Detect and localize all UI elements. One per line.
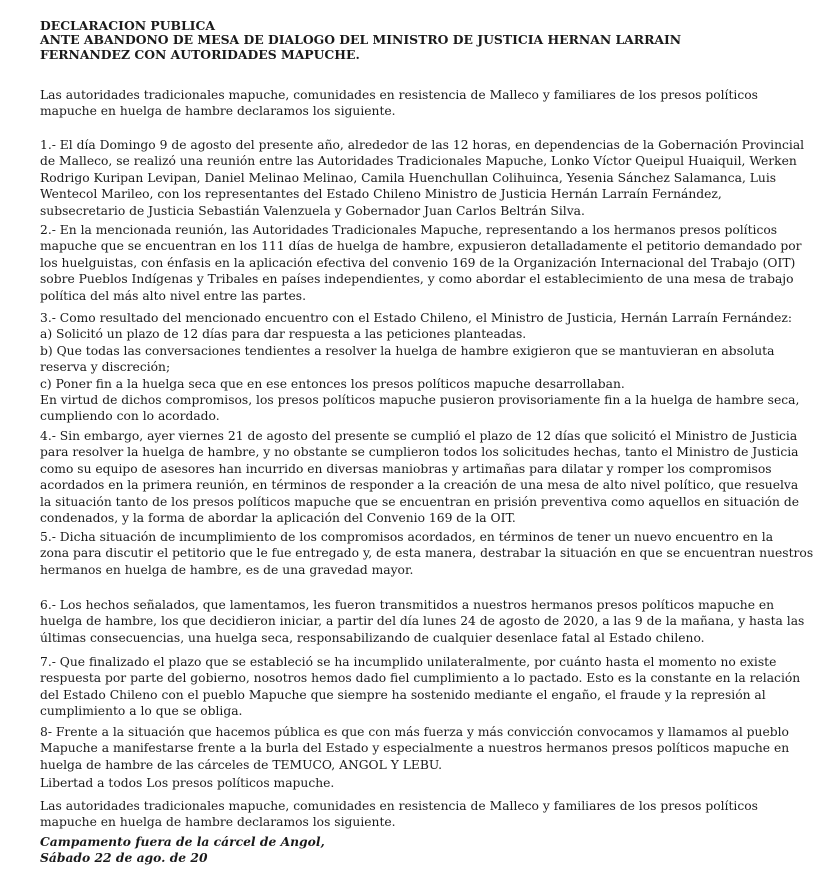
signature-place: Campamento fuera de la cárcel de Angol, [40,834,325,849]
point-3-paragraph: 3.- Como resultado del mencionado encuentro con el Estado Chileno, el Ministro de Justicia, Hernán Larraín Fernández: a) Solicitó un plazo de 12 días para dar respuesta a las peticiones planteadas. b) Que todas las conversaciones tendientes a resolver la huelga de hambre exigieron que se mantuvieran en absoluta reserva y discreción; c) Poner fin a la huelga seca que en ese entonces los presos políticos mapuche desarrollaban. En virtud de dichos compromisos, los presos políticos mapuche pusieron provisoriamente fin a la huelga de hambre seca, cumpliendo con lo acordado. [40,311,800,424]
declaration-title [40,19,680,62]
point-2-paragraph: 2.- En la mencionada reunión, las Autoridades Tradicionales Mapuche, representando a los hermanos presos políticos mapuche que se encuentran en los 111 días de huelga de hambre, expusieron detalladamente el petitorio demandado por los huelguistas, con énfasis en la aplicación efectiva del convenio 169 de la Organización Internacional del Trabajo (OIT) sobre Pueblos Indígenas y Tribales en países independientes, y como abordar el establecimiento de una mesa de trabajo política del más alto nivel entre las partes. [40,223,802,303]
title-line: ANTE ABANDONO DE MESA DE DIALOGO DEL MINISTRO DE JUSTICIA HERNAN LARRAIN [40,32,682,48]
point-1-paragraph: 1.- El día Domingo 9 de agosto del presente año, alrededor de las 12 horas, en dependencias de la Gobernación Provincial de Malleco, se realizó una reunión entre las Autoridades Tradicionales Mapuche, Lonko Víctor Queipul Huaiquil, Werken Rodrigo Kuripan Levipan, Daniel Melinao Melinao, Camila Huenchullan Colihuinca, Yesenia Sánchez Salamanca, Luis Wentecol Marileo, con los representantes del Estado Chileno Ministro de Justicia Hernán Larraín Fernández, subsecretario de Justicia Sebastián Valenzuela y Gobernador Juan Carlos Beltrán Silva. [40,138,805,218]
title-line: DECLARACION PUBLICA [40,18,215,33]
intro-paragraph: Las autoridades tradicionales mapuche, comunidades en resistencia de Malleco y familiares de los presos políticos mapuche en huelga de hambre declaramos los siguiente. [40,88,758,119]
closing-paragraph: Las autoridades tradicionales mapuche, comunidades en resistencia de Malleco y familiares de los presos políticos mapuche en huelga de hambre declaramos los siguiente. [40,799,758,830]
signature-date: Sábado 22 de ago. de 20 [40,850,208,865]
title-line: FERNANDEZ CON AUTORIDADES MAPUCHE. [40,46,360,62]
freedom-line: Libertad a todos Los presos políticos mapuche. [40,776,335,790]
point-5-paragraph: 5.- Dicha situación de incumplimiento de los compromisos acordados, en términos de tener un nuevo encuentro en la zona para discutir el petitorio que le fue entregado y, de esta manera, destrabar la situación en que se encuentran nuestros hermanos en huelga de hambre, es de una gravedad mayor. [40,530,813,577]
signature-block [40,834,325,866]
point-6-paragraph: 6.- Los hechos señalados, que lamentamos, les fueron transmitidos a nuestros hermanos presos políticos mapuche en huelga de hambre, los que decidieron iniciar, a partir del día lunes 24 de agosto de 2020, a las 9 de la mañana, y hasta las últimas consecuencias, una huelga seca, responsabilizando de cualquier desenlace fatal al Estado chileno. [40,598,805,645]
point-8-paragraph: 8- Frente a la situación que hacemos pública es que con más fuerza y más convicción convocamos y llamamos al pueblo Mapuche a manifestarse frente a la burla del Estado y especialmente a nuestros hermanos presos políticos mapuche en huelga de hambre de las cárceles de TEMUCO, ANGOL Y LEBU. [40,725,790,772]
point-4-paragraph: 4.- Sin embargo, ayer viernes 21 de agosto del presente se cumplió el plazo de 12 días que solicitó el Ministro de Justicia para resolver la huelga de hambre, y no obstante se cumplieron todos los solicitudes hechas, tanto el Ministro de Justicia como su equipo de asesores han incurrido en diversas maniobras y artimañas para dilatar y romper los compromisos acordados en la primera reunión, en términos de responder a la creación de una mesa de alto nivel político, que resuelva la situación tanto de los presos políticos mapuche que se encuentran en prisión preventiva como aquellos en situación de condenados, y la forma de abordar la aplicación del Convenio 169 de la OIT. [40,429,800,526]
point-7-paragraph: 7.- Que finalizado el plazo que se estableció se ha incumplido unilateralmente, por cuánto hasta el momento no existe respuesta por parte del gobierno, nosotros hemos dado fiel cumplimiento a lo pactado. Esto es la constante en la relación del Estado Chileno con el pueblo Mapuche que siempre ha sostenido mediante el engaño, el fraude y la represión al cumplimiento a lo que se obliga. [40,655,801,719]
